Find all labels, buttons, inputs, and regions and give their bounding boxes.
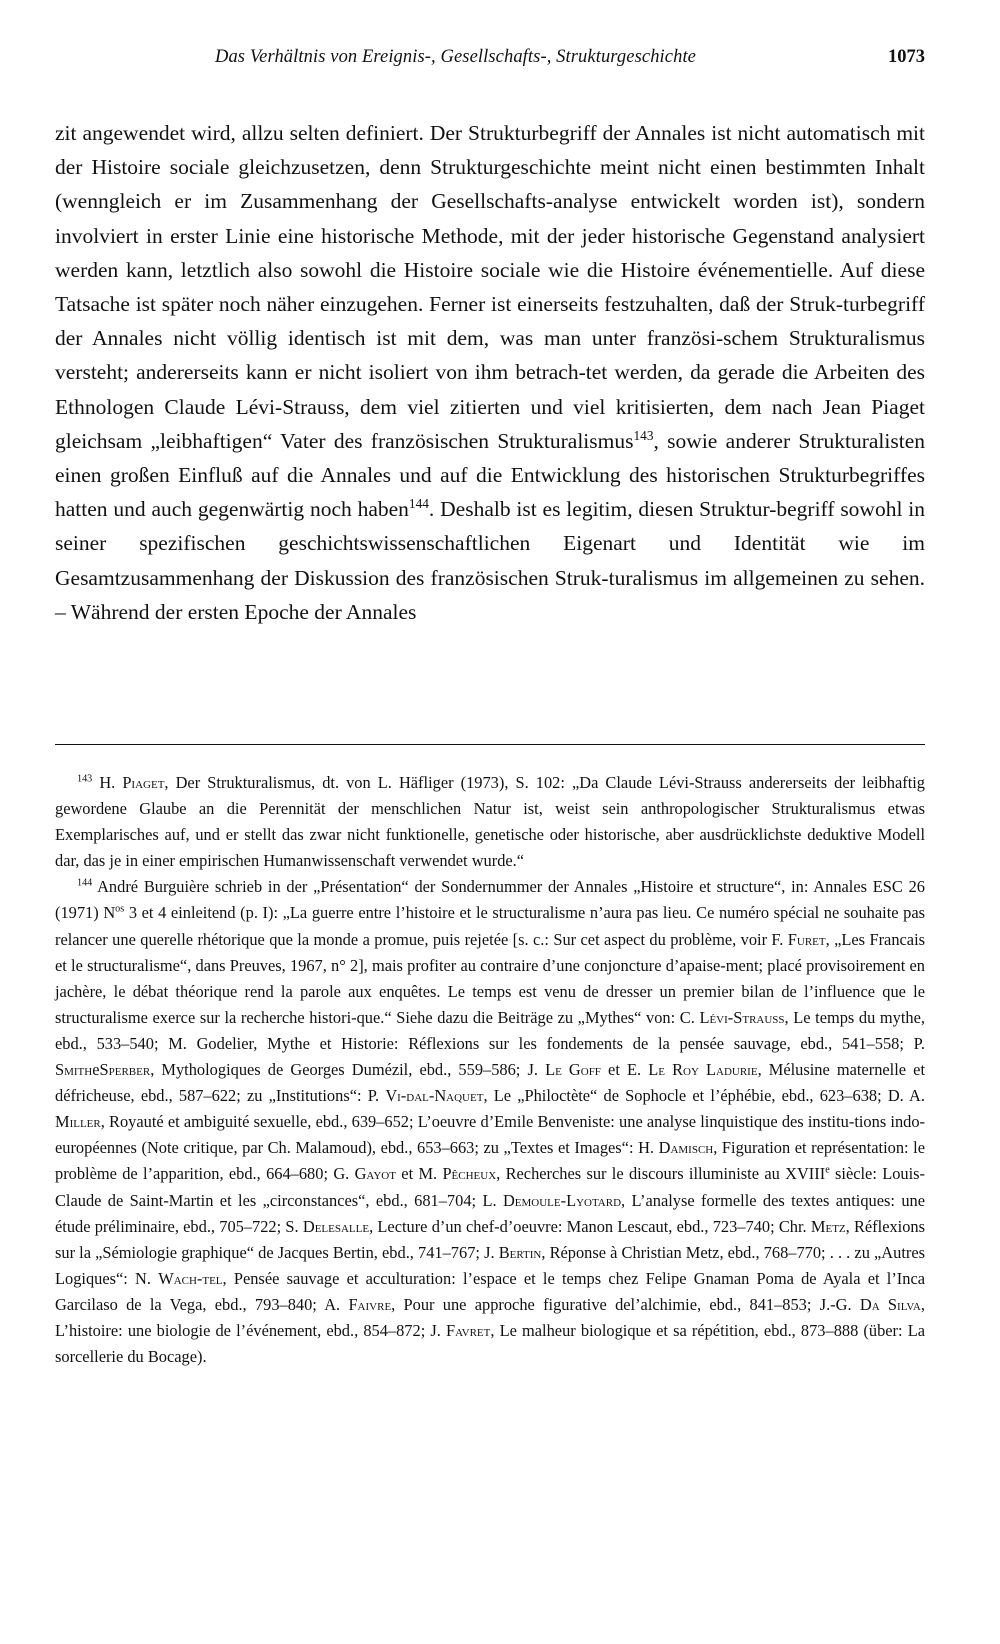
footnote-text: , Mélusine maternelle et défricheuse, ebd., 587–622; zu „Institutions“: P. — [55, 1060, 925, 1106]
cited-author: Le Goff — [545, 1060, 601, 1080]
footnote-reference-144: 144 — [408, 496, 429, 512]
footnote-text: , L’analyse formelle des textes antiques: une étude préliminaire, ebd., 705–722; S. — [55, 1190, 925, 1236]
cited-author: H. Piaget — [99, 773, 165, 792]
cited-author: Da Silva — [859, 1294, 921, 1314]
footnote-text: , Lecture d’un chef-d’oeuvre: Manon Lescaut, ebd., 723–740; Chr. — [369, 1216, 811, 1236]
cited-author: Demoule-Lyotard — [502, 1190, 622, 1210]
footnote-text: 3 et 4 einleitend (p. I): „La guerre entre l’histoire et le structuralisme n’aura pas lieu. Ce numéro spécial ne souhaite pas relancer une querelle rhétorique que la monde a promue, puis rejetée [s. c.: Sur cet aspect du problème, voir F. — [55, 903, 925, 949]
footnote-text: , Mythologiques de Georges Dumézil, ebd., 559–586; J. — [150, 1060, 546, 1080]
footnote-text: , Der Strukturalismus, dt. von L. Häfliger (1973), S. 102: „Da Claude Lévi-Strauss andererseits der leibhaftig gewordene Glaube an die Perennität der menschlichen Natur ist, weist sein anthropologischer Strukturalismus etwas Exemplarisches auf, und er stellt das zwar nicht funktionelle, genetische oder historische, aber ausdrücklichste deduktive Modell dar, das je in einer empirischen Humanwissenschaft verwendet wurde.“ — [55, 773, 925, 871]
footnote-separator — [55, 744, 925, 745]
footnote-text: siècle: Louis-Claude de Saint-Martin et les „circonstances“, ebd., 681–704; L. — [55, 1164, 926, 1210]
footnote-text: e — [92, 1060, 100, 1080]
cited-author: Pêcheux — [442, 1164, 497, 1184]
cited-author: Furet — [787, 929, 826, 949]
cited-author: Favret — [446, 1320, 491, 1340]
cited-author: Le Roy Ladurie — [648, 1060, 758, 1080]
footnote-144 — [55, 874, 925, 1370]
cited-author: Bertin — [498, 1242, 542, 1262]
cited-author: Vi-dal-Naquet — [385, 1086, 484, 1106]
cited-author: Metz — [810, 1216, 846, 1236]
cited-author: Smith — [55, 1060, 93, 1080]
footnote-text: , Le temps du mythe, ebd., 533–540; M. Godelier, Mythe et Historie: Réflexions sur les fondements de la pensée sauvage, ebd., 541–558; P. — [55, 1007, 925, 1053]
main-text — [55, 116, 925, 629]
page-number: 1073 — [888, 47, 925, 67]
cited-author: Gayot — [354, 1164, 396, 1184]
footnote-text: , Pour une approche figurative del’alchimie, ebd., 841–853; J.-G. — [391, 1294, 860, 1314]
cited-author: Miller — [55, 1112, 101, 1132]
body-text-part: . Deshalb ist es legitim, diesen Struktur-begriff sowohl in seiner spezifischen geschichtswissenschaftlichen Eigenart und Identität wie im Gesamtzusammenhang der Diskussion des französischen Struk-turalismus im allgemeinen zu sehen. – Während der ersten Epoche der Annales — [55, 497, 925, 624]
body-text-part: , sowie anderer Strukturalisten einen großen Einfluß auf die Annales und auf die Entwicklung des historischen Strukturbegriffes hatten und auch gegenwärtig noch haben — [55, 428, 926, 522]
footnote-text: André Burguière schrieb in der „Présentation“ der Sondernummer der Annales „Histoire et structure“, in: Annales ESC 26 (1971) N — [55, 877, 925, 923]
body-text-part: zit angewendet wird, allzu selten definiert. Der Strukturbegriff der Annales ist nicht automatisch mit der Histoire sociale gleichzusetzen, denn Strukturgeschichte meint nicht einen bestimmten Inhalt (wenngleich er im Zusammenhang der Gesellschafts-analyse entwickelt worden ist), sondern involviert in erster Linie eine historische Methode, mit der jeder historische Gegenstand analysiert werden kann, letztlich also sowohl die Histoire sociale wie die Histoire événementielle. Auf diese Tatsache ist später noch näher einzugehen. Ferner ist einerseits festzuhalten, daß der Struk-turbegriff der Annales nicht völlig identisch ist mit dem, was man unter französi-schem Strukturalismus versteht; andererseits kann er nicht isoliert von ihm betrach-tet werden, da gerade die Arbeiten des Ethnologen Claude Lévi-Strauss, dem viel zitierten und viel kritisierten, dem nach Jean Piaget gleichsam „leibhaftigen“ Vater des französischen Strukturalismus — [55, 121, 925, 453]
footnotes — [55, 770, 925, 1370]
footnote-text: , L’histoire: une biologie de l’événement, ebd., 854–872; J. — [55, 1294, 925, 1340]
cited-author: Damisch — [658, 1138, 714, 1158]
footnote-reference-143: 143 — [633, 427, 654, 443]
footnote-143 — [55, 770, 925, 874]
footnote-text: , Réponse à Christian Metz, ebd., 768–770; . . . zu „Autres Logiques“: N. — [55, 1242, 925, 1288]
footnote-text: , Pensée sauvage et acculturation: l’espace et le temps chez Felipe Gnaman Poma de Ayala et l’Inca Garcilaso de la Vega, ebd., 793–840; A. — [55, 1268, 925, 1314]
cited-author: Sperber — [99, 1060, 151, 1080]
footnote-text: , Le „Philoctète“ de Sophocle et l’éphébie, ebd., 623–638; D. A. — [483, 1086, 925, 1106]
footnote-text: , „Les Francais et le structuralisme“, dans Preuves, 1967, n° 2], mais profiter au contraire d’une conjoncture d’apaise-ment; placé provisoirement en jachère, le débat théorique rend la parole aux enquêtes. Le temps est venu de dresser un premier bilan de l’influence que le structuralisme exerce sur la recherche histori-que.“ Siehe dazu die Beiträge zu „Mythes“ von: C. — [55, 929, 926, 1027]
body-paragraph — [55, 116, 925, 629]
footnote-text: , Royauté et ambiguité sexuelle, ebd., 639–652; L’oeuvre d’Emile Benveniste: une analyse linquistique des institu-tions indo-européennes (Note critique, par Ch. Malamoud), ebd., 653–663; zu „Textes et Images“: H. — [55, 1112, 925, 1158]
superscript: e — [825, 1164, 830, 1176]
cited-author: Faivre — [348, 1294, 392, 1314]
running-title: Das Verhältnis von Ereignis-, Gesellschafts-, Strukturgeschichte — [215, 47, 696, 67]
footnote-text: , Recherches sur le discours illuministe au XVIII — [496, 1164, 826, 1184]
footnote-text: , Le malheur biologique et sa répétition, ebd., 873–888 (über: La sorcellerie du Bocage). — [55, 1320, 925, 1367]
footnote-text: , Figuration et représentation: le problème de l’apparition, ebd., 664–680; G. — [55, 1138, 925, 1184]
footnote-text: et E. — [600, 1060, 649, 1080]
cited-author: Delesalle — [302, 1216, 370, 1236]
page-header — [55, 47, 925, 77]
superscript: os — [115, 904, 125, 915]
footnote-number: 143 — [77, 773, 93, 785]
footnote-number: 144 — [77, 877, 93, 889]
footnote-text: et M. — [395, 1164, 443, 1184]
cited-author: Wach-tel — [158, 1268, 223, 1288]
footnote-text: , Réflexions sur la „Sémiologie graphique“ de Jacques Bertin, ebd., 741–767; J. — [55, 1216, 925, 1262]
cited-author: Lévi-Strauss — [699, 1007, 785, 1027]
